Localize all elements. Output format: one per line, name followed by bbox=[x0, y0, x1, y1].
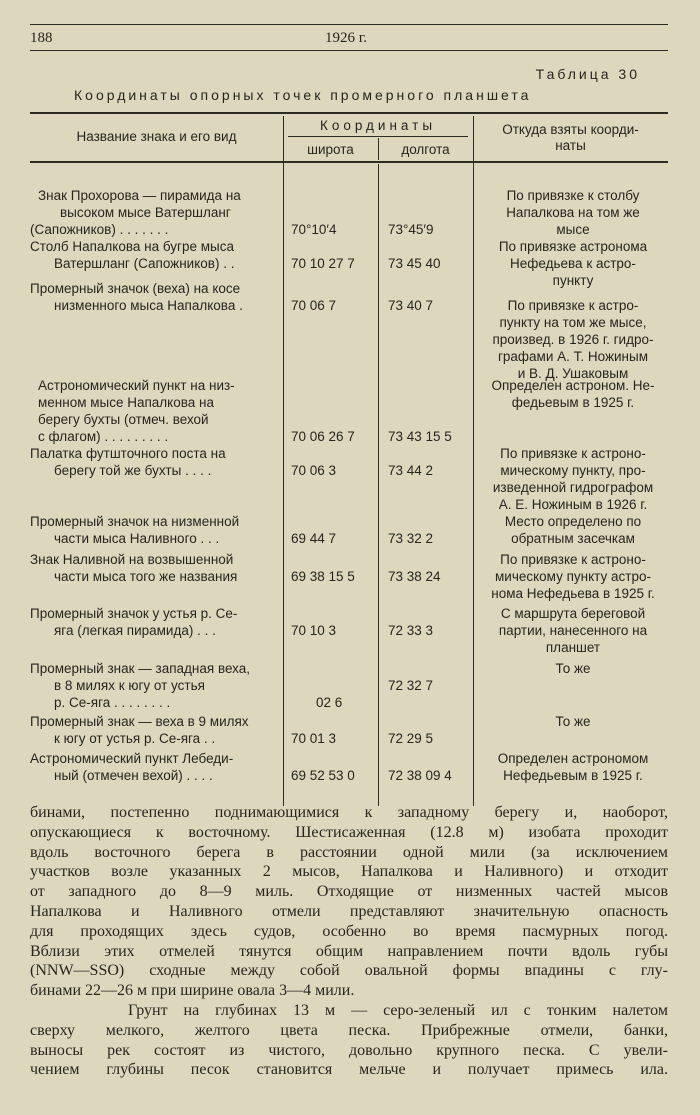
body-line: от западного до 8—9 миль. Отходящие от низменных частей мысов bbox=[30, 883, 668, 901]
point-name-line: части мыса того же названия bbox=[54, 569, 238, 584]
point-name-line: части мыса Наливного . . . bbox=[54, 531, 220, 546]
point-name-line: Астрономический пункт на низ- bbox=[38, 378, 235, 393]
point-name-line: Знак Прохорова — пирамида на bbox=[38, 188, 241, 203]
source-line: Нефедьевым в 1925 г. bbox=[503, 768, 643, 783]
latitude: 70 01 3 bbox=[291, 731, 337, 746]
source-line: федьевым в 1925 г. bbox=[511, 395, 635, 410]
point-name bbox=[30, 238, 276, 272]
header-rule bbox=[30, 50, 668, 51]
point-name-line: Промерный значок у устья р. Се- bbox=[30, 606, 238, 621]
col-divider bbox=[473, 116, 474, 806]
col-header-source-line: Откуда взяты коорди- bbox=[502, 122, 639, 137]
source-line: Определен астроном. Не- bbox=[491, 378, 655, 393]
body-line: бинами 22—26 м при ширине овала 3—4 мили. bbox=[30, 982, 355, 1000]
point-name bbox=[30, 280, 276, 314]
point-name bbox=[30, 551, 276, 585]
body-line: чением глубины песок становится мельче и получает примесь ила. bbox=[30, 1061, 668, 1079]
col-header-source bbox=[473, 122, 668, 154]
longitude: 73 45 40 bbox=[388, 256, 441, 271]
source-line: Нефедьева к астро- bbox=[510, 256, 636, 271]
point-name-line: высоком мысе Ватершланг bbox=[60, 205, 231, 220]
source bbox=[478, 713, 668, 730]
source-line: мическому пункту, про- bbox=[500, 463, 646, 478]
point-name bbox=[30, 187, 276, 238]
point-name-line: Палатка футшточного поста на bbox=[30, 446, 226, 461]
longitude: 73 43 15 5 bbox=[388, 429, 452, 444]
longitude: 72 29 5 bbox=[388, 731, 434, 746]
point-name-line: ный (отмечен вехой) . . . . bbox=[54, 768, 213, 783]
point-name-line: Астрономический пункт Лебеди- bbox=[30, 751, 234, 766]
source bbox=[478, 660, 668, 677]
source-line: партии, нанесенного на bbox=[498, 623, 648, 638]
source bbox=[478, 551, 668, 602]
latitude: 02 6 bbox=[316, 695, 343, 710]
source-line: По привязке к астроно- bbox=[500, 446, 646, 461]
source-line: Место определено по bbox=[504, 514, 642, 529]
latitude: 70 06 3 bbox=[291, 463, 337, 478]
source-line: По привязке к столбу bbox=[506, 188, 640, 203]
col-divider bbox=[378, 138, 379, 160]
point-name-line: яга (легкая пирамида) . . . bbox=[54, 623, 216, 638]
source-line: и В. Д. Ушаковым bbox=[517, 366, 629, 381]
source-line: изведенной гидрографом bbox=[492, 480, 654, 495]
point-name-line: берегу бухты (отмеч. вехой bbox=[38, 412, 209, 427]
table-header-rule bbox=[30, 161, 668, 163]
source-line: Напалкова на том же bbox=[506, 205, 640, 220]
coords-subrule bbox=[288, 136, 468, 137]
source bbox=[478, 377, 668, 411]
longitude: 72 38 09 4 bbox=[388, 768, 452, 783]
point-name-line: Знак Наливной на возвышенной bbox=[30, 552, 234, 567]
col-header-coords: Координаты bbox=[319, 118, 437, 133]
latitude: 69 52 53 0 bbox=[291, 768, 355, 783]
longitude: 72 32 7 bbox=[388, 678, 434, 693]
body-line: Грунт на глубинах 13 м — серо-зеленый ил с тонким налетом bbox=[128, 1001, 668, 1019]
latitude: 70 06 26 7 bbox=[291, 429, 355, 444]
body-line: для проходящих здесь судов, особенно во время пасмурных погод. bbox=[30, 922, 668, 940]
point-name-line: Промерный значок (веха) на косе bbox=[30, 281, 241, 296]
col-header-name: Название знака и его вид bbox=[76, 129, 237, 144]
body-line: вдоль восточного берега в расстоянии одной мили (за исключением bbox=[30, 843, 668, 861]
point-name-line: Промерный знак — веха в 9 милях bbox=[30, 714, 249, 729]
point-name bbox=[30, 660, 276, 711]
point-name-line: (Сапожников) . . . . . . . bbox=[30, 222, 169, 237]
body-line: сверху мелкого, желтого цвета песка. Прибрежные отмели, банки, bbox=[30, 1021, 668, 1039]
latitude: 70 06 7 bbox=[291, 298, 337, 313]
source-line: графами А. Т. Ножиным bbox=[497, 349, 648, 364]
source bbox=[478, 238, 668, 289]
point-name bbox=[30, 713, 276, 747]
source-line: произвед. в 1926 г. гидро- bbox=[492, 332, 654, 347]
point-name-line: р. Се-яга . . . . . . . . bbox=[54, 695, 171, 710]
body-line: участков возле указанных 2 мысов, Напалкова и Наливного) и отходит bbox=[30, 863, 668, 881]
point-name bbox=[30, 445, 276, 479]
source bbox=[478, 297, 668, 382]
body-line: бинами, постепенно поднимающимися к западному берегу и, наоборот, bbox=[30, 804, 668, 821]
source-line: С маршрута береговой bbox=[500, 606, 646, 621]
body-line: опускающиеся к восточному. Шестисаженная (12.8 м) изобата проходит bbox=[30, 823, 668, 841]
longitude: 73 44 2 bbox=[388, 463, 434, 478]
table-title: Координаты опорных точек промерного планшета bbox=[74, 87, 532, 103]
point-name bbox=[30, 605, 276, 639]
source-line: Определен астрономом bbox=[497, 751, 649, 766]
source-line: По привязке к астроно- bbox=[500, 552, 646, 567]
body-text bbox=[30, 803, 668, 1080]
latitude: 70 10 27 7 bbox=[291, 256, 355, 271]
longitude: 73°45′9 bbox=[388, 222, 434, 237]
col-header-lon: долгота bbox=[401, 142, 450, 157]
longitude: 72 33 3 bbox=[388, 623, 434, 638]
source-line: пункту на том же мысе, bbox=[499, 315, 647, 330]
body-line: Напалкова и Наливного отмели представляют значительную опасность bbox=[30, 902, 668, 920]
point-name-line: берегу той же бухты . . . . bbox=[54, 463, 212, 478]
source-line: То же bbox=[555, 661, 591, 676]
point-name-line: низменного мыса Напалкова . bbox=[54, 298, 243, 313]
longitude: 73 32 2 bbox=[388, 531, 434, 546]
body-line: Вблизи этих отмелей тянутся общим направлением почти вдоль губы bbox=[30, 942, 668, 960]
point-name bbox=[30, 750, 276, 784]
point-name-line: Столб Напалкова на бугре мыса bbox=[30, 239, 234, 254]
point-name-line: с флагом) . . . . . . . . . bbox=[38, 429, 169, 444]
point-name-line: Промерный знак — западная веха, bbox=[30, 661, 251, 676]
col-header-lat: широта bbox=[307, 142, 354, 157]
col-divider bbox=[283, 116, 284, 806]
source bbox=[478, 187, 668, 238]
latitude: 70 10 3 bbox=[291, 623, 337, 638]
top-rule bbox=[30, 24, 668, 25]
source-line: планшет bbox=[545, 640, 601, 655]
col-header-source-line: наты bbox=[555, 138, 586, 153]
source bbox=[478, 750, 668, 784]
latitude: 69 38 15 5 bbox=[291, 569, 355, 584]
point-name bbox=[30, 377, 276, 445]
source-line: А. Е. Ножиным в 1926 г. bbox=[498, 497, 648, 512]
body-line: (NNW—SSO) сходные между собой овальной формы впадины с глу- bbox=[30, 962, 668, 980]
point-name-line: к югу от устья р. Се-яга . . bbox=[54, 731, 216, 746]
point-name-line: в 8 милях к югу от устья bbox=[54, 678, 205, 693]
source bbox=[478, 513, 668, 547]
source bbox=[478, 605, 668, 656]
source-line: По привязке к астро- bbox=[507, 298, 639, 313]
table-top-rule bbox=[30, 112, 668, 114]
body-line: выносы рек состоят из чистого, довольно крупного песка. С увели- bbox=[30, 1041, 668, 1059]
source-line: нома Нефедьева в 1925 г. bbox=[491, 586, 655, 601]
latitude: 70°10′4 bbox=[291, 222, 337, 237]
point-name-line: Промерный значок на низменной bbox=[30, 514, 240, 529]
source-line: По привязке астронома bbox=[498, 239, 648, 254]
source bbox=[478, 445, 668, 513]
point-name bbox=[30, 513, 276, 547]
latitude: 69 44 7 bbox=[291, 531, 337, 546]
table-label: Таблица 30 bbox=[535, 66, 640, 82]
source-line: мысе bbox=[556, 222, 590, 237]
point-name-line: менном мысе Напалкова на bbox=[38, 395, 214, 410]
longitude: 73 38 24 bbox=[388, 569, 441, 584]
source-line: То же bbox=[555, 714, 591, 729]
longitude: 73 40 7 bbox=[388, 298, 434, 313]
point-name-line: Ватершланг (Сапожников) . . bbox=[54, 256, 235, 271]
running-title: 1926 г. bbox=[325, 30, 367, 46]
source-line: пункту bbox=[552, 273, 594, 288]
source-line: обратным засечкам bbox=[511, 531, 635, 546]
source-line: мическому пункту астро- bbox=[495, 569, 651, 584]
page-number: 188 bbox=[30, 30, 53, 46]
